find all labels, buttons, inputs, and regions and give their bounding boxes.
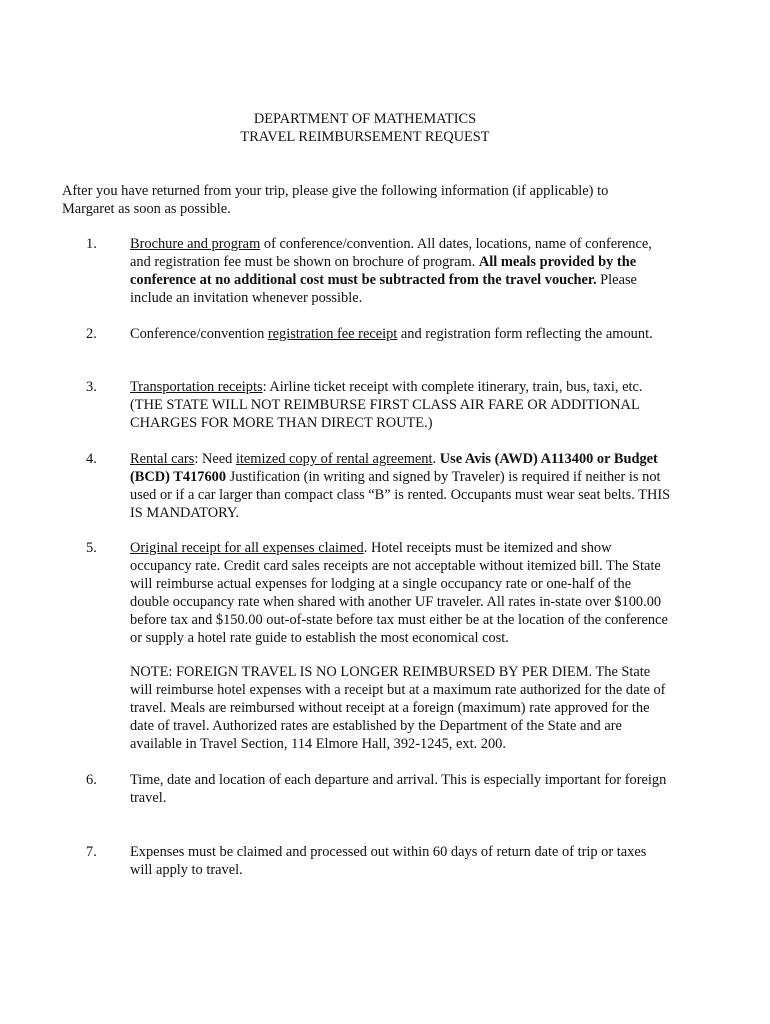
item-text: Expenses must be claimed and processed out within 60 days of return date of trip or taxes will apply to travel. bbox=[130, 844, 647, 878]
item-text: of conference/convention. All dates, locations, name of conference, and registration fee must be shown on brochure of program. bbox=[130, 236, 652, 270]
item-number: 1. bbox=[86, 236, 97, 252]
foreign-travel-note: NOTE: FOREIGN TRAVEL IS NO LONGER REIMBURSED BY PER DIEM. The State will reimburse hotel expenses with a receipt but at a maximum rate authorized for the date of travel. Meals are reimbursed without receipt at a foreign (maximum) rate approved for the date of travel. Authorized rates are established by the Department of the State and are available in Travel Section, 114 Elmore Hall, 392-1245, ext. 200. bbox=[130, 664, 666, 752]
item-underlined-heading: Transportation receipts bbox=[130, 379, 263, 395]
item-bold-text: Use Avis (AWD) A113400 or Budget (BCD) T417600 bbox=[130, 451, 658, 485]
intro-paragraph: After you have returned from your trip, please give the following information (if applicable) to Margaret as soon as possible. bbox=[62, 183, 609, 217]
item-body bbox=[130, 539, 672, 647]
item-body bbox=[130, 843, 672, 879]
item-text: : Need bbox=[194, 451, 236, 467]
item-text: Conference/convention bbox=[130, 326, 268, 342]
title-department: DEPARTMENT OF MATHEMATICS bbox=[253, 111, 477, 127]
item-number: 6. bbox=[86, 772, 97, 788]
item-body bbox=[130, 450, 672, 522]
item-text: . Hotel receipts must be itemized and show occupancy rate. Credit card sales receipts are not acceptable without itemized bill. The State will reimburse actual expenses for lodging at a single occupancy rate or one-half of the double occupancy rate when shared with another UF traveler. All rates in-state over $100.00 before tax and $150.00 out-of-state before tax must either be at the location of the conference or supply a hotel rate guide to establish the most economical cost. bbox=[130, 540, 668, 646]
item-number: 7. bbox=[86, 844, 97, 860]
item-text: Time, date and location of each departure and arrival. This is especially important for foreign travel. bbox=[130, 772, 667, 806]
item-text: : Airline ticket receipt with complete itinerary, train, bus, taxi, etc. (THE STATE WILL NOT REIMBURSE FIRST CLASS AIR FARE OR ADDITIONAL CHARGES FOR MORE THAN DIRECT ROUTE.) bbox=[130, 379, 643, 431]
item-text: and registration form reflecting the amount. bbox=[397, 326, 653, 342]
item-body bbox=[130, 771, 672, 807]
item-underlined-heading: Original receipt for all expenses claimed bbox=[130, 540, 364, 556]
item-underlined-text: itemized copy of rental agreement bbox=[235, 451, 433, 467]
item-bold-text: All meals provided by the conference at no additional cost must be subtracted from the travel voucher. bbox=[130, 254, 637, 288]
item-underlined-heading: Brochure and program bbox=[130, 236, 261, 252]
item-body bbox=[130, 325, 672, 343]
title-form-name: TRAVEL REIMBURSEMENT REQUEST bbox=[240, 129, 490, 145]
document-title bbox=[0, 110, 730, 146]
item-text: . bbox=[432, 451, 440, 467]
item-number: 2. bbox=[86, 326, 97, 342]
item-number: 3. bbox=[86, 379, 97, 395]
item-body bbox=[130, 235, 672, 307]
item-text: Justification (in writing and signed by Traveler) is required if neither is not used or if a car larger than compact class “B” is rented. Occupants must wear seat belts. THIS IS MANDATORY. bbox=[130, 469, 671, 521]
item-underlined-text: registration fee receipt bbox=[267, 326, 398, 342]
item-number: 4. bbox=[86, 451, 97, 467]
item-text: Please include an invitation whenever possible. bbox=[130, 272, 637, 306]
item-number: 5. bbox=[86, 540, 97, 556]
item-body bbox=[130, 378, 672, 432]
item-underlined-heading: Rental cars bbox=[130, 451, 195, 467]
